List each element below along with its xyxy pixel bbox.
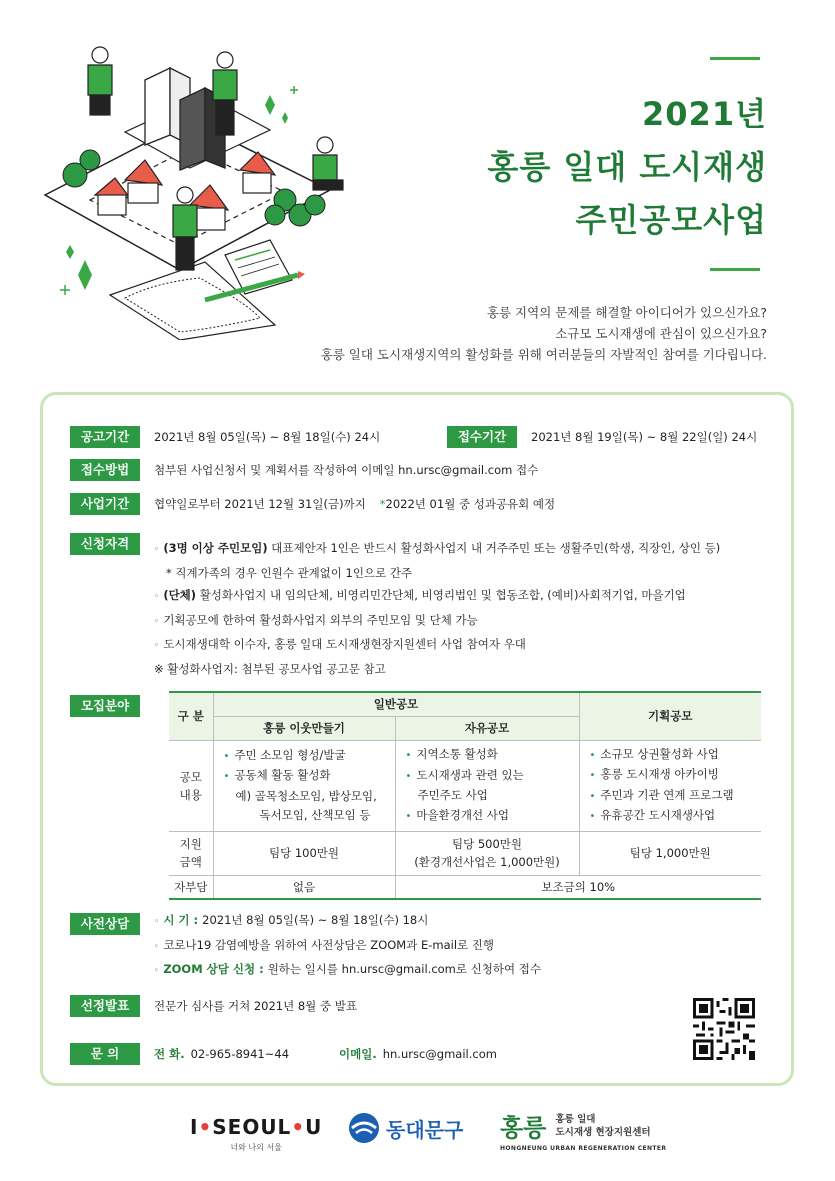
receipt-period-tag: 접수기간 xyxy=(447,426,517,448)
amount-neighbor: 팀당 100만원 xyxy=(213,831,395,875)
consultation-tag: 사전상담 xyxy=(70,913,140,935)
self-neighbor: 없음 xyxy=(213,875,395,899)
center-logo-english: HONGNEUNG URBAN REGENERATION CENTER xyxy=(500,1145,667,1152)
amount-planned: 팀당 1,000만원 xyxy=(579,831,761,875)
title-sub: 주민공모사업 xyxy=(575,201,767,239)
center-logo-mark: 홍릉 xyxy=(500,1114,547,1142)
center-logo-text: 홍릉 일대 도시재생 현장지원센터 xyxy=(555,1113,651,1138)
qr-code[interactable] xyxy=(693,998,755,1060)
title-divider-bottom xyxy=(710,268,760,271)
seoul-slogan: 너와 나의 서울 xyxy=(230,1143,282,1152)
city-illustration xyxy=(30,40,430,340)
qualification-note: * 직계가족의 경우 인원수 관계없이 1인으로 간주 xyxy=(166,565,413,580)
project-period-note-mark: * xyxy=(379,497,386,511)
fields-table xyxy=(169,691,761,900)
project-period-value: 협약일로부터 2021년 12월 31일(금)까지 xyxy=(154,497,366,511)
announcement-row xyxy=(70,995,357,1017)
contact-phone-label: 전 화. xyxy=(154,1047,185,1061)
intro-text xyxy=(321,302,767,365)
qualification-row xyxy=(70,533,154,555)
dongdaemun-emblem-icon xyxy=(348,1112,380,1144)
announcement-tag: 선정발표 xyxy=(70,995,140,1017)
contact-tag: 문 의 xyxy=(70,1043,140,1065)
info-panel xyxy=(40,392,794,1086)
qualification-item: ◦ 도시재생대학 이수자, 홍릉 일대 도시재생현장지원센터 사업 참여자 우대 xyxy=(154,637,526,651)
fields-row xyxy=(70,695,154,717)
qualification-item1-text: 대표제안자 1인은 반드시 활성화사업지 내 거주주민 또는 생활주민(학생, 직장인, 상인 등) xyxy=(267,541,721,555)
notice-period-value: 2021년 8월 05일(목) ~ 8월 18일(수) 24시 xyxy=(154,430,381,444)
intro-line: 홍릉 지역의 문제를 해결할 아이디어가 있으신가요? xyxy=(486,305,767,320)
consultation-time: ◦ 시 기 : 2021년 8월 05일(목) ~ 8월 18일(수) 18시 xyxy=(154,913,429,927)
qualification-item4: 도시재생대학 이수자, 홍릉 일대 도시재생현장지원센터 사업 참여자 우대 xyxy=(163,637,526,651)
regeneration-center-logo xyxy=(500,1108,666,1152)
receipt-period-value: 2021년 8월 19일(목) ~ 8월 22일(일) 24시 xyxy=(531,430,758,444)
title-year: 2021년 xyxy=(642,95,767,133)
qualification-item1-bold: (3명 이상 주민모임) xyxy=(163,541,268,555)
contact-phone: 02-965-8941~44 xyxy=(190,1047,290,1061)
row-label-self: 자부담 xyxy=(169,875,213,899)
header-general: 일반공모 xyxy=(213,692,579,716)
qualification-item2-bold: (단체) xyxy=(163,588,197,602)
qualification-item: ◦ (3명 이상 주민모임) 대표제안자 1인은 반드시 활성화사업지 내 거주주민 또는 생활주민(학생, 직장인, 상인 등) xyxy=(154,541,721,555)
contact-row xyxy=(70,1043,497,1065)
qualification-item2-text: 활성화사업지 내 임의단체, 비영리민간단체, 비영리법인 및 협동조합, (예비)사회적기업, 마을기업 xyxy=(196,588,686,602)
qualification-item: ◦ (단체) 활성화사업지 내 임의단체, 비영리민간단체, 비영리법인 및 협동조합, (예비)사회적기업, 마을기업 xyxy=(154,588,686,602)
intro-line: 소규모 도시재생에 관심이 있으신가요? xyxy=(555,326,767,341)
planned-content: • 소규모 상권활성화 사업 • 홍릉 도시재생 아카이빙 • 주민과 기관 연계 프로그램 • 유휴공간 도시재생사업 xyxy=(579,740,761,831)
title-divider-top xyxy=(710,57,760,60)
page-title xyxy=(487,88,767,247)
dongdaemun-text: 동대문구 xyxy=(386,1117,464,1142)
notice-period-row xyxy=(70,426,380,448)
self-other: 보조금의 10% xyxy=(395,875,761,899)
row-label-amount: 지원 금액 xyxy=(169,831,213,875)
qualification-list xyxy=(154,537,720,680)
amount-free: 팀당 500만원 (환경개선사업은 1,000만원) xyxy=(395,831,579,875)
header-planned: 기획공모 xyxy=(579,692,761,740)
project-period-row xyxy=(70,493,555,515)
qualification-item: ◦ 기획공모에 한하여 활성화사업지 외부의 주민모임 및 단체 가능 xyxy=(154,612,478,627)
row-label-content: 공모 내용 xyxy=(169,740,213,831)
contact-email-label: 이메일. xyxy=(339,1047,377,1061)
receipt-method-tag: 접수방법 xyxy=(70,459,140,481)
consultation-covid: ◦ 코로나19 감염예방을 위하여 사전상담은 ZOOM과 E-mail로 진행 xyxy=(154,937,495,952)
project-period-note: 2022년 01월 중 성과공유회 예정 xyxy=(385,497,556,511)
consultation-row xyxy=(70,913,154,935)
header-neighbor: 홍릉 이웃만들기 xyxy=(213,716,395,740)
receipt-period-row xyxy=(447,426,757,448)
consultation-list xyxy=(154,909,541,983)
seoul-logo: I•SEOUL•U 너와 나의 서울 xyxy=(190,1115,323,1152)
notice-period-tag: 공고기간 xyxy=(70,426,140,448)
qualification-item3: 기획공모에 한하여 활성화사업지 외부의 주민모임 및 단체 가능 xyxy=(163,612,478,627)
announcement-value: 전문가 심사를 거쳐 2021년 8월 중 발표 xyxy=(154,999,357,1013)
receipt-method-value: 첨부된 사업신청서 및 계획서를 작성하여 이메일 hn.ursc@gmail.com 접수 xyxy=(154,463,539,477)
free-content: • 지역소통 활성화 • 도시재생과 관련 있는 주민주도 사업 • 마을환경개선 사업 xyxy=(395,740,579,831)
qualification-tag: 신청자격 xyxy=(70,533,140,555)
qualification-footnote: ※ 활성화사업지: 첨부된 공모사업 공고문 참고 xyxy=(154,661,386,676)
consultation-zoom: ◦ ZOOM 상담 신청 : 원하는 일시를 hn.ursc@gmail.com로 신청하여 접수 xyxy=(154,962,541,976)
dongdaemun-logo xyxy=(348,1112,463,1144)
neighbor-content: • 주민 소모임 형성/발굴 • 공동체 활동 활성화 예) 골목청소모임, 밥상모임, 독서모임, 산책모임 등 xyxy=(213,740,395,831)
receipt-method-row xyxy=(70,459,538,481)
contact-email: hn.ursc@gmail.com xyxy=(382,1047,497,1061)
fields-tag: 모집분야 xyxy=(70,695,140,717)
header-free: 자유공모 xyxy=(395,716,579,740)
project-period-tag: 사업기간 xyxy=(70,493,140,515)
title-main: 홍릉 일대 도시재생 xyxy=(487,148,767,186)
header-category: 구 분 xyxy=(169,692,213,740)
intro-line: 홍릉 일대 도시재생지역의 활성화를 위해 여러분들의 자발적인 참여를 기다립니다. xyxy=(320,347,767,362)
